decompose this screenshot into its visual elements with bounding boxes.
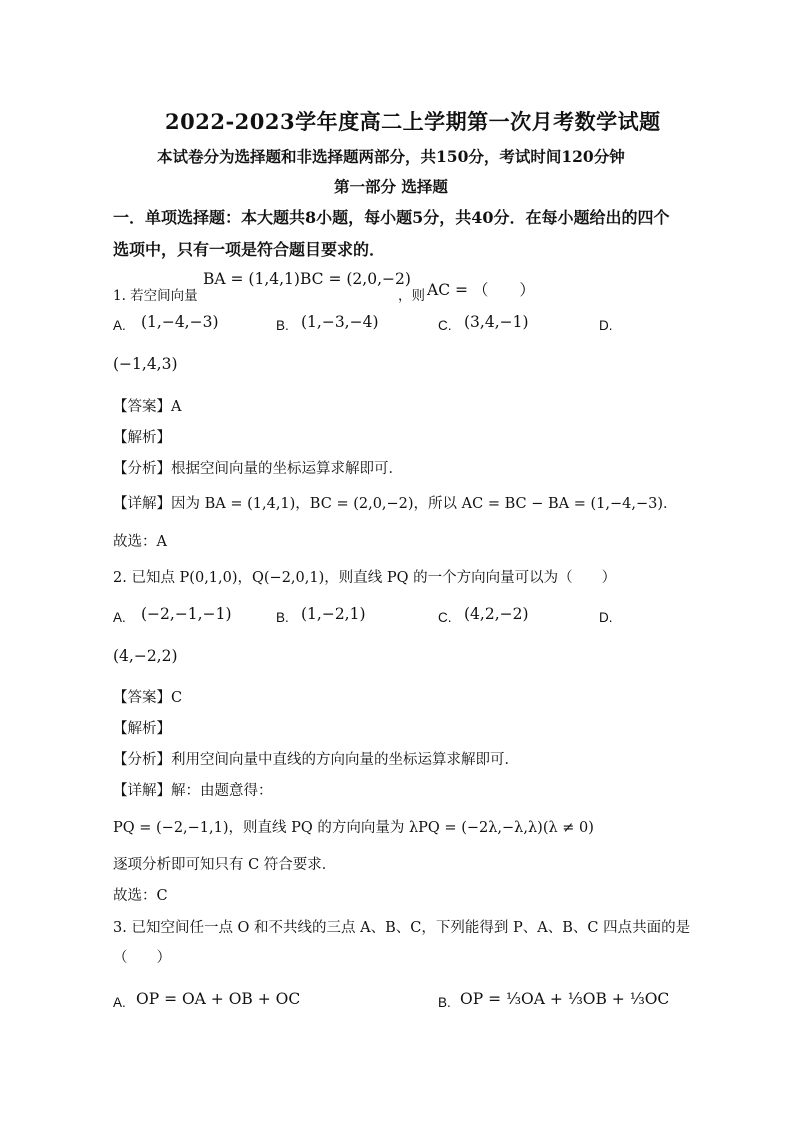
part-title: 第一部分 选择题 bbox=[334, 177, 448, 196]
q1-fenxi: 【分析】根据空间向量的坐标运算求解即可． bbox=[113, 461, 403, 477]
q1-analysis-heading: 【解析】 bbox=[113, 430, 171, 446]
q2-option-b[interactable]: (1,−2,1) bbox=[301, 605, 366, 623]
q1-detail: 【详解】因为 BA = (1,4,1)，BC = (2,0,−2)，所以 AC = BC − BA = (1,−4,−3)． bbox=[113, 496, 678, 512]
q1-option-c[interactable]: (3,4,−1) bbox=[464, 313, 529, 331]
q1-choose: 故选：A bbox=[113, 534, 167, 550]
q3-option-b[interactable]: OP = ⅓OA + ⅓OB + ⅓OC bbox=[460, 990, 670, 1008]
q1-stem-then: ，则 bbox=[398, 288, 425, 304]
q2-option-b-label[interactable]: B. bbox=[276, 610, 289, 625]
q2-option-d[interactable]: (4,−2,2) bbox=[113, 647, 178, 665]
q2-option-c[interactable]: (4,2,−2) bbox=[464, 605, 529, 623]
q1-vector-ba: BA = (1,4,1) bbox=[203, 270, 300, 288]
q3-option-b-label[interactable]: B. bbox=[438, 995, 451, 1010]
q2-conclusion: 逐项分析即可知只有 C 符合要求． bbox=[113, 857, 337, 873]
q2-option-c-label[interactable]: C. bbox=[438, 610, 452, 625]
q1-option-a-label[interactable]: A. bbox=[113, 318, 126, 333]
exam-info: 本试卷分为选择题和非选择题两部分，共150分，考试时间120分钟 bbox=[157, 147, 625, 166]
q2-analysis-heading: 【解析】 bbox=[113, 721, 171, 737]
q2-option-a-label[interactable]: A. bbox=[113, 610, 126, 625]
q1-stem-prefix: 1. 若空间向量 bbox=[113, 288, 198, 304]
q2-choose: 故选：C bbox=[113, 888, 168, 904]
q1-option-c-label[interactable]: C. bbox=[438, 318, 452, 333]
q3-option-a[interactable]: OP = OA + OB + OC bbox=[136, 990, 301, 1008]
q3-stem: 3. 已知空间任一点 O 和不共线的三点 A、B、C，下列能得到 P、A、B、C 四点共面的是 bbox=[113, 920, 691, 936]
section-heading-line-1: 一．单项选择题：本大题共8小题，每小题5分，共40分．在每小题给出的四个 bbox=[113, 208, 670, 227]
section-heading-line-2: 选项中，只有一项是符合题目要求的． bbox=[113, 240, 386, 259]
q1-vector-bc: BC = (2,0,−2) bbox=[300, 270, 411, 288]
q2-detail: 【详解】解：由题意得： bbox=[113, 783, 273, 799]
q2-option-a[interactable]: (−2,−1,−1) bbox=[141, 605, 232, 623]
q1-option-d[interactable]: (−1,4,3) bbox=[113, 355, 178, 373]
q1-option-d-label[interactable]: D. bbox=[599, 318, 613, 333]
q2-formula: PQ = (−2,−1,1)，则直线 PQ 的方向向量为 λPQ = (−2λ,−λ,λ)(λ ≠ 0) bbox=[113, 820, 594, 836]
q2-fenxi: 【分析】利用空间向量中直线的方向向量的坐标运算求解即可． bbox=[113, 752, 519, 768]
q2-option-d-label[interactable]: D. bbox=[599, 610, 613, 625]
q3-option-a-label[interactable]: A. bbox=[113, 995, 126, 1010]
q2-answer: 【答案】C bbox=[113, 690, 183, 706]
q1-option-b[interactable]: (1,−3,−4) bbox=[301, 313, 379, 331]
q1-option-b-label[interactable]: B. bbox=[276, 318, 289, 333]
page-title: 2022-2023学年度高二上学期第一次月考数学试题 bbox=[165, 109, 661, 134]
q1-vector-ac: AC = （ ） bbox=[427, 281, 535, 299]
q2-stem: 2. 已知点 P(0,1,0)，Q(−2,0,1)，则直线 PQ 的一个方向向量可以为（ ） bbox=[113, 570, 617, 586]
q1-option-a[interactable]: (1,−4,−3) bbox=[141, 313, 219, 331]
q1-answer: 【答案】A bbox=[113, 399, 182, 415]
q3-paren: （ ） bbox=[113, 950, 171, 966]
